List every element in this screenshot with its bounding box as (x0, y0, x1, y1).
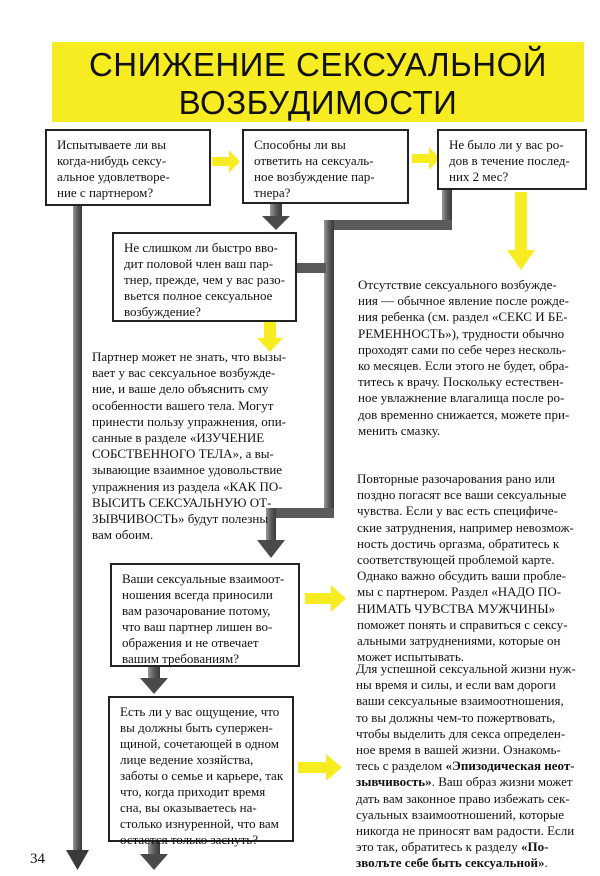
partner-line: вам обоим. (92, 527, 154, 543)
q1-line: альное удовлетворе- (57, 169, 170, 184)
section-reference-allow: «По- (521, 839, 549, 855)
q4-line: тнер, прежде, чем у вас разо- (124, 272, 285, 287)
partner-line: особенности вашего тела. Могут (92, 397, 274, 413)
question-box-disappointment (110, 563, 300, 667)
question-box-childbirth (437, 129, 587, 190)
postpartum-line: ния ребенка (см. раздел «СЕКС И БЕ- (358, 309, 568, 325)
q1-line: ние с партнером? (57, 185, 154, 200)
partner-line: Партнер может не знать, что вызы- (92, 349, 287, 364)
disappointment-line: мы с партнером. Раздел «НАДО ПО- (357, 584, 562, 600)
postpartum-line: ко месяцев. Если этого не будет, обра- (358, 358, 569, 374)
q2-line: ответить на сексуаль- (254, 153, 374, 168)
partner-line: зывающие взаимное удовольствие (92, 462, 283, 478)
disappointment-line: поздно погасят все ваши сексуальные (357, 487, 567, 503)
lifestyle-line: то вы должны чем-то пожертвовать, (356, 709, 556, 725)
page-title-line-2: ВОЗБУДИМОСТИ (178, 84, 458, 121)
lifestyle-line (356, 758, 592, 774)
dark-arrow-q5-to-q6 (140, 664, 168, 694)
yellow-arrow-q5-right (305, 585, 346, 612)
partner-line: СОБСТВЕННОГО ТЕЛА», а вы- (92, 446, 274, 462)
lifestyle-line: Для успешной сексуальной жизни нуж- (356, 661, 576, 676)
question-box-superwoman (108, 696, 294, 847)
q4-line: вьется полное сексуальное (124, 288, 273, 303)
q5-line: что ваш партнер лишен во- (122, 619, 273, 634)
q1-line: Испытываете ли вы (57, 137, 167, 152)
partner-line: упражнения из раздела «КАК ПО- (92, 478, 283, 494)
lifestyle-line: ное время в вашей жизни. Ознакомь- (356, 742, 561, 758)
disappointment-line: чувства. Если у вас есть специфиче- (357, 503, 558, 519)
disappointment-line: ность достичь оргазма, обратитесь к (357, 535, 560, 551)
q6-line: сна, вы оказываетесь на- (120, 800, 257, 815)
disappointment-line: Однако важно обсудить ваши пробле- (357, 568, 567, 584)
left-main-arrow (66, 204, 89, 870)
disappointment-line: Повторные разочарования рано или (357, 471, 555, 486)
postpartum-line: проходят сами по себе через несколь- (358, 341, 566, 357)
question-box-response (242, 129, 409, 204)
answer-text-partner (92, 349, 324, 543)
q5-line: вам разочарование потому, (122, 603, 271, 618)
answer-text-lifestyle (356, 661, 592, 872)
q5-line: вашим требованиям? (122, 651, 240, 666)
lifestyle-line: суальных взаимоотношений, которые (356, 806, 565, 822)
disappointment-line: поможет понять и справиться с сексу- (357, 616, 568, 632)
partner-line: вает у вас сексуальное возбужде- (92, 365, 276, 381)
disappointment-line: соответствующей проблемой карте. (357, 552, 555, 568)
lifestyle-text: это так, обратитесь к разделу (356, 839, 522, 855)
lifestyle-line: ваши сексуальные взаимоотношения, (356, 693, 564, 709)
partner-line: принести пользу упражнения, опи- (92, 413, 287, 429)
partner-line: ЗЫВЧИВОСТЬ» будут полезны (92, 511, 269, 527)
lifestyle-text: . Ваш образ жизни может (431, 774, 573, 790)
lifestyle-line (356, 774, 592, 790)
postpartum-line: менить смазку. (358, 422, 441, 438)
q4-line: дит половой член ваш пар- (124, 256, 274, 271)
partner-line: ние, и ваше дело объяснить сму (92, 381, 269, 397)
q2-line: ное возбуждение пар- (254, 169, 375, 184)
page-title-line-1: СНИЖЕНИЕ СЕКСУАЛЬНОЙ (88, 46, 548, 83)
lifestyle-line (356, 855, 592, 871)
lifestyle-line: ны время и силы, и если вам дороги (356, 677, 556, 693)
lifestyle-line (356, 839, 592, 855)
q6-line: Есть ли у вас ощущение, что (120, 704, 280, 719)
disappointment-line: альными затруднениями, которые он (357, 633, 561, 649)
partner-line: ВЫСИТЬ СЕКСУАЛЬНУЮ ОТ- (92, 494, 272, 510)
q6-line: лице ведение хозяйства, (120, 752, 254, 767)
disappointment-line: может испытывать. (357, 649, 465, 665)
yellow-arrow-q2-to-q3 (412, 147, 440, 170)
answer-text-postpartum (358, 277, 590, 439)
q3-line: Не было ли у вас ро- (449, 137, 564, 152)
q5-line: Ваши сексуальные взаимоот- (122, 571, 285, 586)
q2-line: тнера? (254, 185, 291, 200)
disappointment-line: ские затруднения, например невозмож- (357, 519, 574, 535)
lifestyle-text: . (544, 855, 548, 871)
q6-line: что, когда приходит время (120, 784, 266, 799)
connector-q4-to-pipe (296, 263, 326, 273)
q3-line: них 2 мес? (449, 169, 509, 184)
question-box-penetration (112, 232, 297, 322)
postpartum-line: Отсутствие сексуального возбужде- (358, 277, 557, 292)
q4-line: Не слишком ли быстро вво- (124, 240, 278, 255)
postpartum-line: дов временно снижается, можете при- (358, 406, 570, 422)
q5-line: ношения всегда приносили (122, 587, 273, 602)
q1-line: когда-нибудь сексу- (57, 153, 167, 168)
section-reference-episodic-cont: зывчивость» (356, 774, 432, 790)
postpartum-line: РЕМЕННОСТЬ»), трудности обычно (358, 325, 565, 341)
page-number: 34 (30, 851, 45, 867)
lifestyle-line: чтобы выделить для секса определен- (356, 725, 566, 741)
lifestyle-line: дать вам законное право избежать сек- (356, 790, 570, 806)
postpartum-line: ное увлажнение влагалища после ро- (358, 390, 565, 406)
yellow-arrow-q3-down (507, 192, 535, 270)
question-box-satisfaction (45, 129, 211, 206)
partner-line: санные в разделе «ИЗУЧЕНИЕ (92, 430, 265, 446)
lifestyle-line: никогда не приносят вам радости. Если (356, 823, 575, 839)
yellow-arrow-q1-to-q2 (212, 150, 240, 173)
section-reference-allow-cont: зволъте себе быть сексуальной» (356, 855, 545, 871)
q6-line: вы должны быть супержен- (120, 720, 273, 735)
q6-line: заботы о семье и карьере, так (120, 768, 284, 783)
q3-line: дов в течение послед- (449, 153, 570, 168)
disappointment-line: НИМАТЬ ЧУВСТВА МУЖЧИНЫ» (357, 600, 556, 616)
q6-line: столько изнуренной, что вам (120, 816, 279, 831)
postpartum-line: титесь к врачу. Поскольку естествен- (358, 374, 564, 390)
q5-line: ображения и не отвечает (122, 635, 259, 650)
answer-text-disappointment (357, 471, 591, 665)
q2-line: Способны ли вы (254, 137, 346, 152)
yellow-arrow-q4-down (257, 318, 283, 352)
postpartum-line: ния — обычное явление после рожде- (358, 293, 569, 309)
dark-arrow-q2-to-q4 (262, 202, 290, 230)
q6-line: щиной, сочетающей в одном (120, 736, 279, 751)
section-reference-episodic: «Эпизодическая неот- (445, 758, 575, 774)
yellow-arrow-q6-right (298, 754, 342, 781)
q6-line: остается только заснуть? (120, 832, 258, 847)
lifestyle-text: тесь с разделом (356, 758, 446, 774)
q4-line: возбуждение? (124, 304, 201, 319)
